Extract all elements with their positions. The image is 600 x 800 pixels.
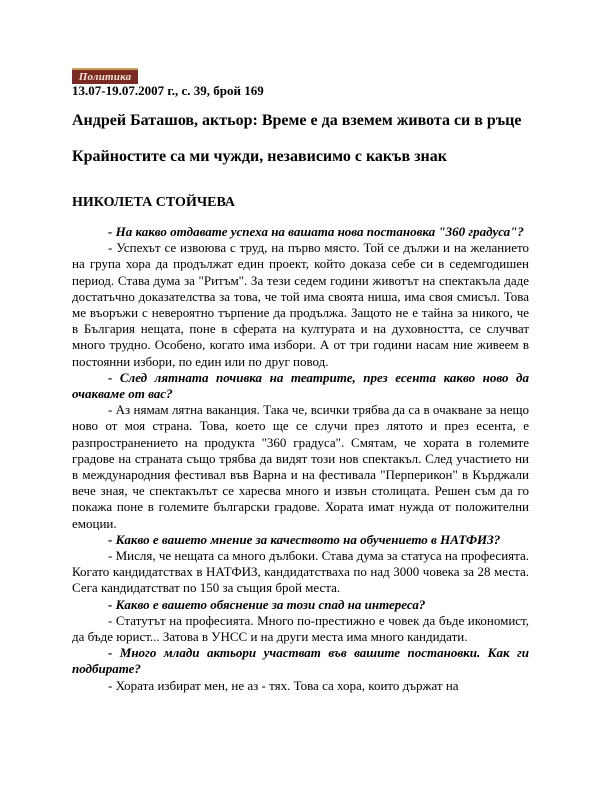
interview-question: - Какво е вашето мнение за качеството на обучението в НАТФИЗ? [108, 531, 501, 547]
interview-question: - Много млади актьори участват във вашите постановки. Как ги подбирате? [72, 645, 529, 677]
newspaper-logo: Политика [72, 68, 138, 84]
interview-answer: - Мисля, че нещата са много дълбоки. Става дума за статуса на професията. Когато кандидатствах в НАТФИЗ, кандидатстваха по над 3000 човека за 28 места. Сега кандидатстват по 150 за същия брой места. [72, 548, 529, 596]
interview-answer: - Хората избират мен, не аз - тях. Това са хора, които държат на [108, 677, 459, 693]
interview-question: - След лятната почивка на театрите, през есента какво ново да очакваме от вас? [72, 369, 529, 402]
interview-question: - На какво отдавате успеха на вашата нова постановка "360 градуса"? [108, 224, 524, 239]
interview-answer: - Статутът на професията. Много по-престижно е човек да бъде икономист, да бъде юрист... Затова в УНСС и на други места има много кандидати. [72, 612, 529, 645]
interview-question: - Какво е вашето обяснение за този спад на интереса? [108, 596, 426, 612]
interview-answer: - Аз нямам лятна ваканция. Така че, всички трябва да са в очакване за нещо ново от моя страна. Това, което ще се случи през лятото и през есента, е разпространението на продукта "360 градуса". Смятам, че хората в големите градове на страната също трябва да видят този нов спектакъл. След участието ни в международния фестивал във Варна и на фестивала "Перперикон" в Кърджали вече зная, че спектакълът се харесва много и извън столицата. Решен съм да го покажа поне в големите български градове. Хората имат нужда от положителни емоции. [72, 402, 529, 531]
issue-line: 13.07-19.07.2007 г., с. 39, брой 169 [72, 83, 264, 98]
article-subtitle: Крайностите са ми чужди, независимо с какъв знак [72, 148, 447, 165]
article-title: Андрей Баташов, актьор: Време е да вземем живота си в ръце [72, 112, 522, 129]
interview-answer: - Успехът се извоюва с труд, на първо място. Той се дължи и на желанието на група хора да продължат един проект, който доказа себе си в седемгодишен период. Става дума за "Ритъм". За тези седем години животът на спектакъла даде достатъчно доказателства за това, че той има своята ниша, има своя смисъл. Това ме въоръжи с невероятно търпение да продължа. Защото не е тайна за никого, че в България нещата, поне в сферата на културата и на духовността, се случват много трудно. Особено, когато има избори. А от три години насам ние живеем в постоянни избори, по един или по друг повод. [72, 240, 529, 369]
article-body [72, 224, 529, 694]
article-author: НИКОЛЕТА СТОЙЧЕВА [72, 195, 236, 210]
